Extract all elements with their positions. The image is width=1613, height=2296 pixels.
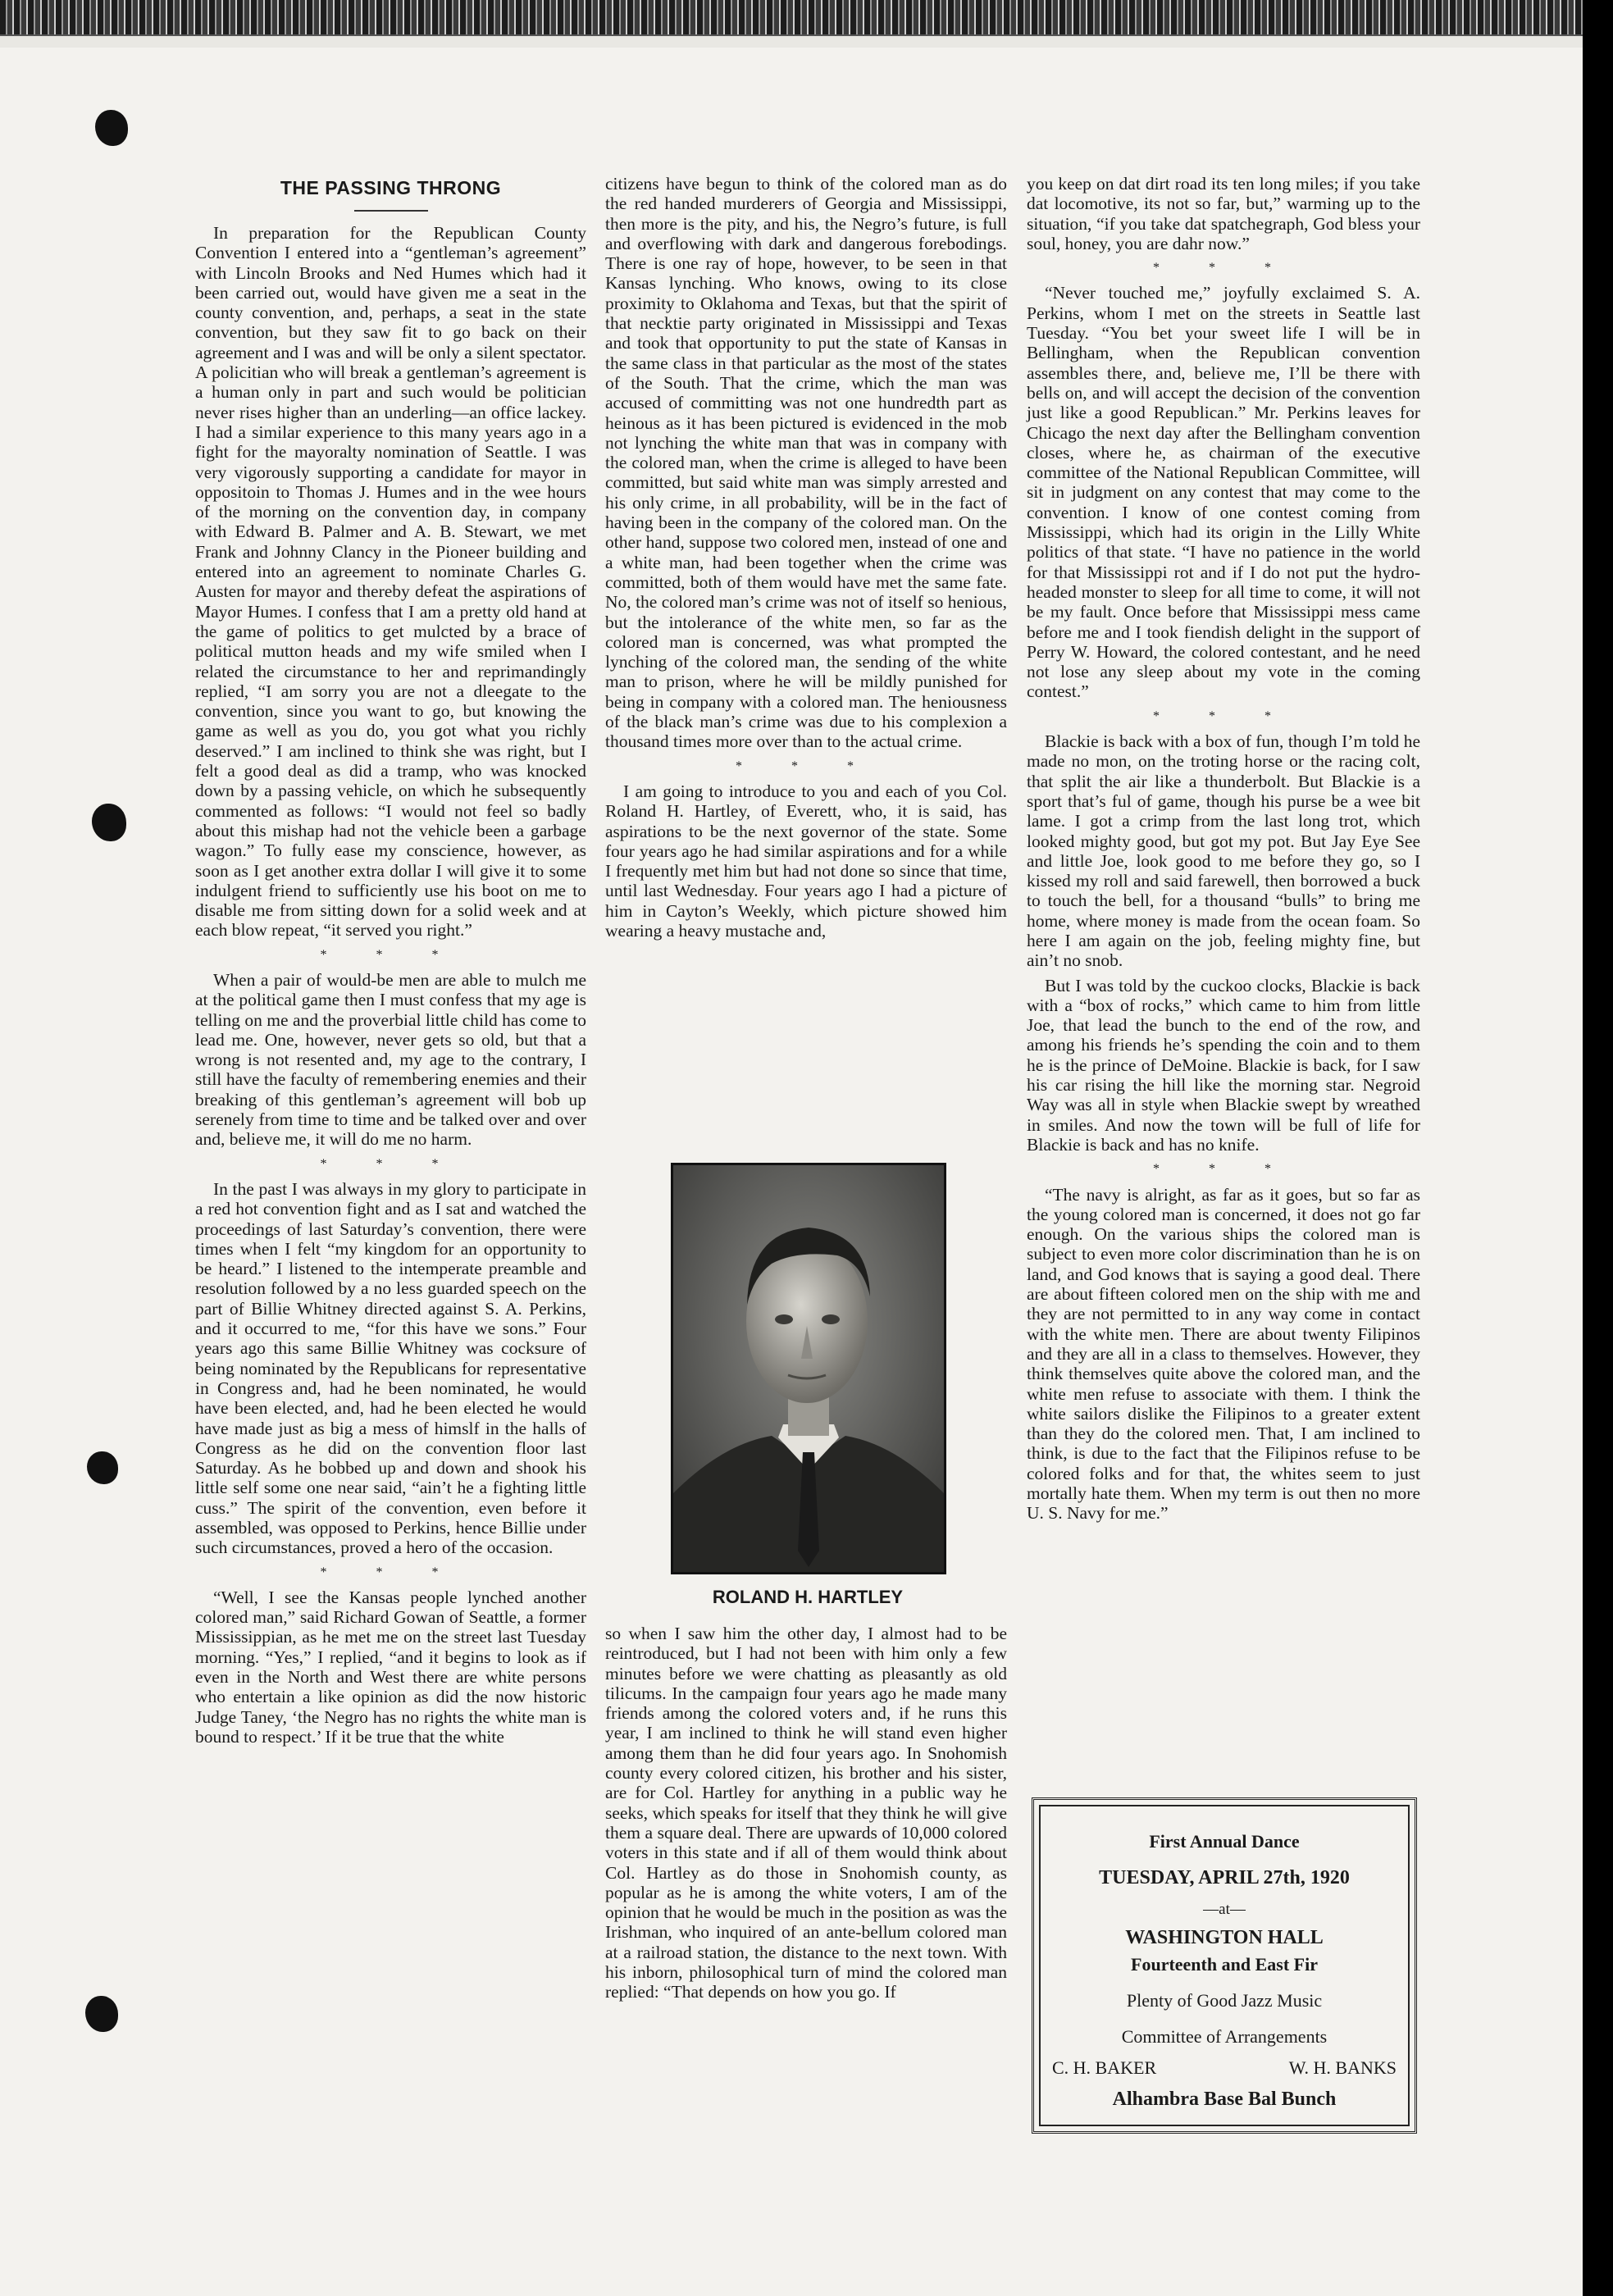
ad-at: —at—: [1203, 1901, 1246, 1918]
ad-music: Plenty of Good Jazz Music: [1126, 1990, 1323, 2011]
ad-inner-border: [1039, 1805, 1410, 2126]
section-separator: * * *: [1153, 261, 1294, 276]
ad-committee-heading: Committee of Arrangements: [1121, 2026, 1328, 2047]
paragraph: so when I saw him the other day, I almost had to be reintroduced, but I had not been with him only a few minutes before we were chatting as pleasantly as old tilicums. In the campaign four years ago he made many friends among the colored voters and, if he runs this year, I am inclined to think he will stand even higher among them than he did four years ago. In Snohomish county every colored citizen, his brother and his sister, are for Col. Hartley for anything in a public way he seeks, which speaks for itself that they think he will give them a square deal. There are upwards of 10,000 colored voters in this state and if all of them would think about Col. Hartley as do those in Snohomish county, as popular as he is among the white voters, I am of the opinion that he would be much in the position as was the Irishman, who inquired of an ante-bellum colored man at a railroad station, the distance to the next town. With his inborn, philosophical turn of mind the colored man replied: “That depends on how you go. If: [605, 1624, 1007, 2002]
ad-sponsor: Alhambra Base Bal Bunch: [1112, 2089, 1337, 2110]
paragraph: you keep on dat dirt road its ten long miles; if you take dat locomotive, its not so far, but,” warming up to the situation, “if you take dat spatchegraph, God bless your soul, honey, you are dahr now.”: [1027, 174, 1420, 253]
ink-blot: [85, 1996, 118, 2032]
photo-caption: ROLAND H. HARTLEY: [712, 1587, 904, 1607]
ad-committee-member: W. H. BANKS: [1288, 2057, 1397, 2078]
paragraph: In preparation for the Republican County Convention I entered into a “gentleman’s agreement” with Lincoln Brooks and Ned Humes which had it been carried out, would have given me a seat in the county convention, and, perhaps, a seat in the state convention, but they saw fit to go back on their agreement and I was and will be only a silent spectator. A policitian who will break a gentleman’s agreement is a human only in part and such would be politician never rises higher than an underling—an office lackey. I had a similar experience to this many years ago in a fight for the mayoralty nomination of Seattle. I was very vigorously supporting a candidate for mayor in oppositoin to Thomas J. Humes and in the wee hours of the morning on the convention day, in company with Edward B. Palmer and A. B. Stewart, we met Frank and Johnny Clancy in the Pioneer building and entered into an agreement to nominate Charles G. Austen for mayor and thereby defeat the aspirations of Mayor Humes. I confess that I am a pretty old hand at the game of politics to get mulcted by a brace of political mutton heads and my wife smiled when I related the circumstance to her and reprimandingly replied, “I am sorry you are not a dleegate to the convention, since you want to go, but knowing the game as well as you do, you got what you richly deserved.” I am inclined to think she was right, but I felt a good deal as did a tramp, who was knocked down by a passing vehicle, on which he subsequently commented as follows: “I would not feel so badly about this mishap had not the vehicle been a garbage wagon.” To fully ease my conscience, however, as soon as I get another extra dollar I will give it to some indulgent friend to sufficiently use his boot on me to disable me from sitting down for a solid week and at each blow repeat, “it served you right.”: [195, 223, 586, 941]
section-separator: * * *: [1153, 1162, 1294, 1177]
paragraph: I am going to introduce to you and each of you Col. Roland H. Hartley, of Everett, who, it is said, has aspirations to be the next governor of the state. Some four years ago he had similar aspirations and for a while I frequently met him but had not done so since that time, until last Wednesday. Four years ago I had a picture of him in Cayton’s Weekly, which picture showed him wearing a heavy mustache and,: [605, 781, 1007, 941]
section-separator: * * *: [320, 1565, 462, 1579]
paragraph: In the past I was always in my glory to participate in a red hot convention fight and as I sat and watched the proceedings of last Saturday’s convention, there were times when I felt “my kingdom for an opportunity to be heard.” I listened to the intemperate preamble and resolution followed by a no less guarded speech on the part of Billie Whitney directed against S. A. Perkins, and it occurred to me, “for this have we sons.” Four years ago this same Billie Whitney was cocksure of being nominated by the Republicans for representative in Congress and, had he been nominated, he would have been elected, and, had he been elected he would have made just as big a mess of himslf in the halls of Congress as he did on the convention floor last Saturday. As he bobbed up and down and shook his little self some one near said, “ain’t he a fighting little cuss.” The spirit of the convention, even before it assembled, was opposed to Perkins, hence Billie under such circumstances, proved a hero of the occasion.: [195, 1178, 586, 1558]
scan-edge-strip: [0, 34, 1583, 48]
paragraph: Blackie is back with a box of fun, though I’m told he made no mon, on the troting horse or the racing colt, that split the air like a thunderbolt. But Blackie is a sport that’s ful of game, though his purse be a wee bit lame. I got a crimp from the last long trot, which looked mighty good, but got my pot. But Jay Eye See and little Joe, look good to me before they go, so I kissed my roll and said farewell, then borrowed a buck to touch the bell, for a thousand “bulls” to bring me home, where money is made from the ocean foam. So here I am again on the job, feeling mighty fine, but ain’t no snob.: [1027, 731, 1420, 971]
ad-date: TUESDAY, APRIL 27th, 1920: [1099, 1867, 1350, 1888]
section-separator: * * *: [1153, 708, 1294, 723]
section-separator: * * *: [736, 758, 877, 773]
ad-committee-members: [1052, 2057, 1397, 2079]
paragraph: When a pair of would-be men are able to mulch me at the political game then I must confess that my age is telling on me and the proverbial little child has come to lead me. One, however, never gets so old, but that a wrong is not resented and, my age to the contrary, I still have the faculty of remembering enemies and their breaking of this gentleman’s agreement will bob up serenely from time to time and be talked over and over and, believe me, it will do me no harm.: [195, 969, 586, 1150]
paragraph: “The navy is alright, as far as it goes, but so far as the young colored man is concerned, it does not go far enough. On the various ships the colored man is subject to even more color discrimination than he is on land, and God knows that is saying a good deal. There are about fifteen colored men on the ship with me and they are not permitted to in any way come in contact with the white men. There are about twenty Filipinos and they are all in a class to themselves. However, they think themselves quite above the colored man, and the white men refuse to associate with them. I think the white sailors dislike the Filipinos to a greater extent than they do the colored men. That, I am inclined to think, is due to the fact that the Filipinos refuse to be colored folks and for that, the whites seem to just mortally hate them. When my term is out then no more U. S. Navy for me.”: [1027, 1184, 1420, 1524]
ad-address: Fourteenth and East Fir: [1131, 1954, 1318, 1975]
ad-committee-member: C. H. BAKER: [1052, 2057, 1157, 2078]
column-2-top: [605, 174, 1007, 945]
paragraph: “Well, I see the Kansas people lynched another colored man,” said Richard Gowan of Seattle, a former Mississippian, as he met me on the street last Tuesday morning. “Yes,” I replied, “and it begins to look as if even in the North and West there are white persons who entertain a like opinion as did the now historic Judge Taney, ‘the Negro has no rights the white man is bound to respect.’ If it be true that the white: [195, 1587, 586, 1747]
ad-venue: WASHINGTON HALL: [1125, 1927, 1324, 1948]
ad-title: First Annual Dance: [1149, 1831, 1300, 1852]
ink-blot: [92, 804, 126, 841]
scan-edge-band: [0, 0, 1583, 34]
portrait-photo: [671, 1163, 946, 1574]
column-2-bottom: [605, 1624, 1007, 2007]
section-separator: * * *: [320, 947, 462, 962]
column-1: [195, 223, 586, 1752]
paragraph: But I was told by the cuckoo clocks, Blackie is back with a “box of rocks,” which came to him from little Joe, that lead the bunch to the end of the row, and among his friends he’s spending the coin and to them he is the prince of DeMoine. Blackie is back, for I saw his car rising the hill like the morning star. Negroid Way was all in style when Blackie swept by wreathed in smiles. And now the town will be full of life for Blackie is back and has no knife.: [1027, 975, 1420, 1155]
paragraph: “Never touched me,” joyfully exclaimed S. A. Perkins, whom I met on the streets in Seattle last Tuesday. “You bet your sweet life I will be in Bellingham, when the Republican convention assembles there, and, believe me, I’ll be there with bells on, and will accept the decision of the convention just like a good Republican.” Mr. Perkins leaves for Chicago the next day after the Bellingham convention closes, where he, as chairman of the executive committee of the National Republican Committee, will sit in judgment on any contest that may come to the convention. I know of one contest coming from Mississippi, which had its origin in the Lilly White politics of that state. “I have no patience in the world for that Mississippi rot and if I do not put the hydro-headed monster to sleep for all time to come, it will not be my fault. Once before that Mississippi mess came before me and I took fiendish delight in the support of Perry W. Howard, the colored contestant, and he need not lose any sleep about my vote in the coming contest.”: [1027, 283, 1420, 702]
dance-advertisement: [1032, 1797, 1417, 2134]
paragraph: citizens have begun to think of the colored man as do the red handed murderers of Georgia and Mississippi, then more is the pity, and his, the Negro’s future, is full and overflowing with dark and dangerous forebodings. There is one ray of hope, however, to be seen in that Kansas lynching. Who knows, owing to its close proximity to Oklahoma and Texas, but that the spirit of that necktie party originated in Mississippi and Texas and took that opportunity to put the state of Kansas in the same class in that particular as the most of the states of the South. That the crime, which the man was accused of committing was not one hundredth part as heinous as it has been pictured is evidenced in the mob not lynching the white man that was in company with the colored man, when the crime is alleged to have been committed, but said white man was simply arrested and his only crime, in all probability, will be in the fact of having been in the company of the colored man. On the other hand, suppose two colored men, instead of one and a white man, had been together when the crime was committed, both of them would have met the same fate. No, the colored man’s crime was not of itself so henious, but the intolerance of the white men, so far as the colored man is concerned, was what prompted the lynching of the colored man, the sending of the white man to prison, where he will be mildly punished for being in company with a colored man. The heniousness of the black man’s crime was due to his complexion a thousand times more over than to the actual crime.: [605, 174, 1007, 752]
ink-blot: [87, 1451, 118, 1484]
portrait-image: [673, 1165, 944, 1572]
section-separator: * * *: [320, 1156, 462, 1171]
column-headline: THE PASSING THRONG: [280, 177, 502, 198]
headline-rule: [354, 210, 428, 212]
column-3: [1027, 174, 1420, 1528]
ink-blot: [95, 110, 128, 146]
